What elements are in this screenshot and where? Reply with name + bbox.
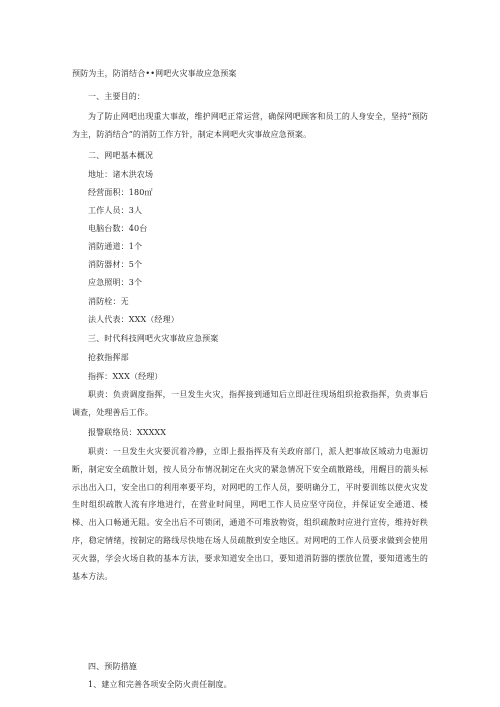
overview-address: 地址：诸木洪农场 bbox=[88, 170, 154, 179]
purpose-paragraph: 为了防止网吧出现重大事故，维护网吧正常运营，确保网吧顾客和员工的人身安全，坚持“预防为主，防消结合”的消防工作方针，制定本网吧火灾事故应急预案。 bbox=[72, 112, 428, 139]
commander-duty-paragraph: 职责：负责调度指挥，一旦发生火灾，指挥接到通知后立即赶往现场组织抢救指挥，负责事后调查，处理善后工作。 bbox=[72, 390, 428, 417]
section-heading-purpose: 一、主要目的： bbox=[88, 92, 146, 101]
overview-lighting: 应急照明：3个 bbox=[88, 278, 143, 287]
liaison-duty-paragraph: 职责：一旦发生火灾要沉着冷静，立即上报指挥及有关政府部门，派人把事故区域动力电源切断，制定安全疏散计划，按人员分布情况制定在火灾的紧急情况下安全疏散路线，用醒目的箭头标示出出入口，安全出口的利用率要平均，对网吧的工作人员，要明确分工，平时要训练以使火灾发生时组织疏散人流有序地进行，在营业时间里，网吧工作人员应坚守岗位，并保证安全通道、楼梯、出入口畅通无阻。安全出后不可锁闭，通道不可堆放物资，组织疏散时应进行宣传，维持好秩序，稳定情绪，按制定的路线尽快地在场人员疏散到安全地区。对网吧的工作人员要求做到会使用灭火器，学会火场自救的基本方法，要求知道安全出口，要知道消防器的摆放位置，要知道逃生的基本方法。 bbox=[72, 447, 428, 581]
section-heading-prevention: 四、预防措施 bbox=[88, 662, 137, 671]
document-title: 预防为主，防消结合••网吧火灾事故应急预案 bbox=[72, 69, 237, 78]
overview-passages: 消防通道：1个 bbox=[88, 242, 143, 251]
overview-hydrant: 消防栓：无 bbox=[88, 297, 129, 306]
overview-staff: 工作人员：3人 bbox=[88, 206, 143, 215]
prevention-measure-1: 1、建立和完善各项安全防火责任制度。 bbox=[88, 680, 232, 689]
overview-computers: 电脑台数：40台 bbox=[88, 224, 148, 233]
section-heading-plan: 三、时代科技网吧火灾事故应急预案 bbox=[88, 334, 219, 343]
plan-liaison: 报警联络员：XXXXX bbox=[88, 428, 167, 437]
plan-commander: 指挥：XXX（经理） bbox=[88, 372, 163, 381]
overview-area: 经营面积：180㎡ bbox=[88, 188, 153, 197]
overview-legal-rep: 法人代表：XXX（经理） bbox=[88, 315, 179, 324]
section-heading-overview: 二、网吧基本概况 bbox=[88, 151, 154, 160]
overview-equipment: 消防器材：5个 bbox=[88, 260, 143, 269]
plan-command: 抢救指挥部 bbox=[88, 353, 129, 362]
